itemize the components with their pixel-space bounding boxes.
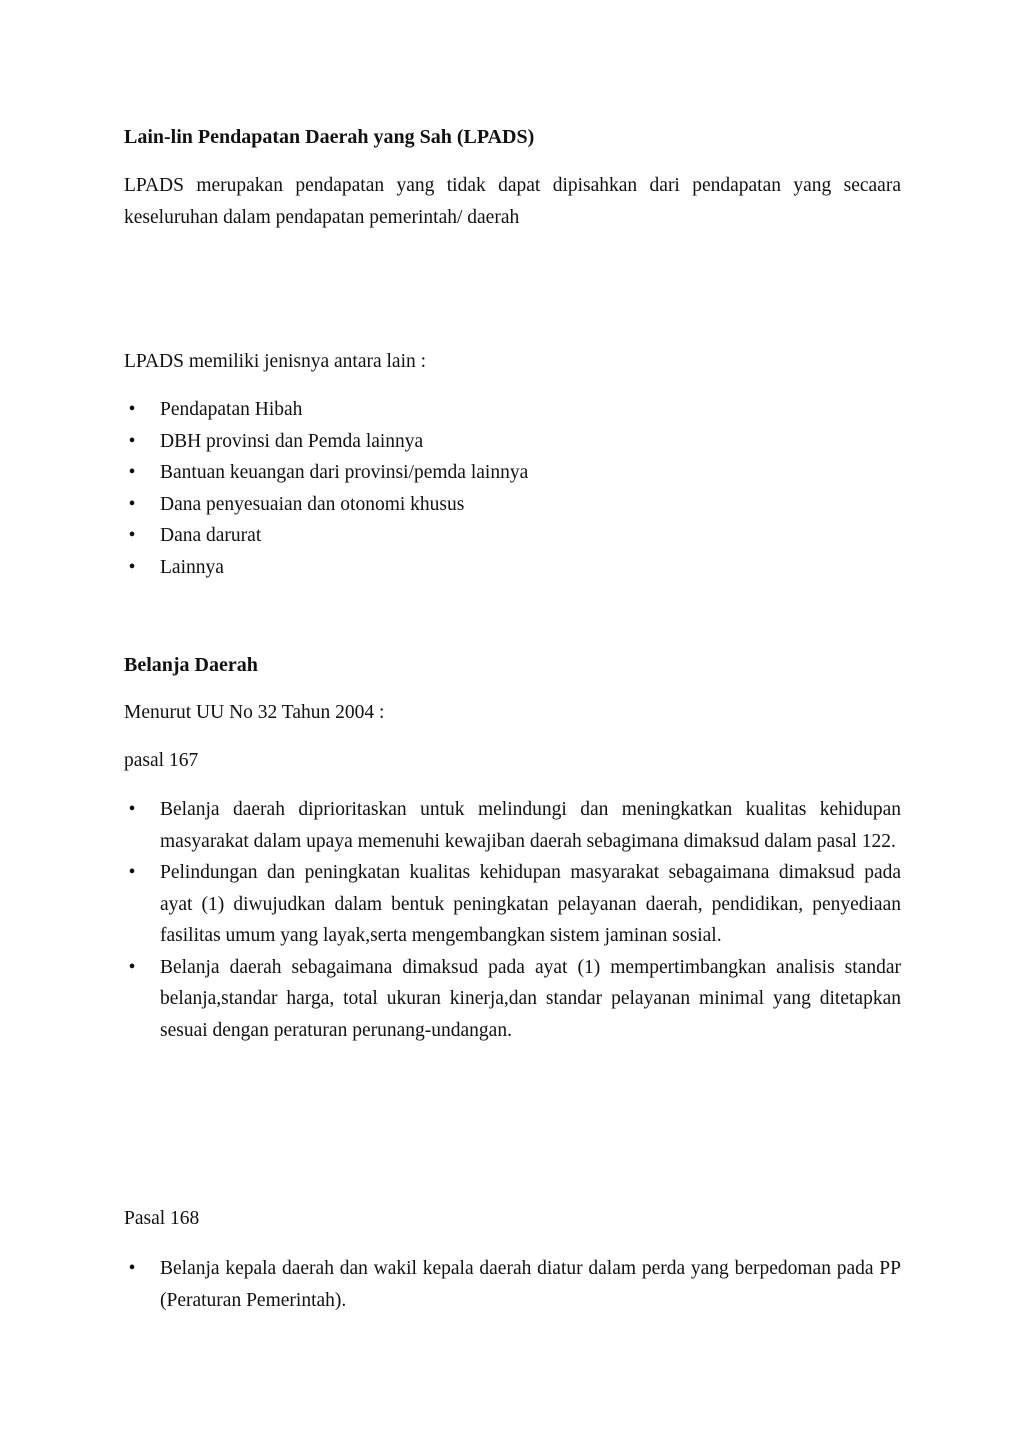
list-item (124, 1253, 901, 1316)
list-item (124, 489, 901, 521)
bullet-icon: • (128, 430, 136, 452)
bullet-icon: • (128, 493, 136, 515)
bullet-icon: • (128, 956, 136, 978)
bullet-icon: • (128, 1258, 136, 1279)
list-item (124, 457, 901, 489)
bullet-icon: • (128, 556, 136, 578)
list-item-text: Dana darurat (160, 525, 262, 546)
lpads-types-intro: LPADS memiliki jenisnya antara lain : (124, 351, 427, 372)
list-item (124, 794, 901, 857)
lpads-paragraph: LPADS merupakan pendapatan yang tidak dapat dipisahkan dari pendapatan yang secaara keseluruhan dalam pendapatan pemerintah/ daerah (124, 175, 901, 228)
list-item-text: Dana penyesuaian dan otonomi khusus (160, 493, 465, 515)
bullet-icon: • (128, 862, 136, 883)
list-item (124, 552, 901, 584)
section-heading-belanja: Belanja Daerah (124, 654, 258, 676)
list-item-text: Bantuan keuangan dari provinsi/pemda lainnya (160, 462, 529, 483)
pasal-167-label: pasal 167 (124, 750, 199, 771)
list-item (124, 394, 901, 426)
list-item-text: Belanja daerah diprioritaskan untuk melindungi dan meningkatkan kualitas kehidupan masyarakat dalam upaya memenuhi kewajiban daerah sebagimana dimaksud dalam pasal 122. (160, 799, 901, 852)
lpads-types-list (124, 394, 901, 583)
bullet-icon: • (128, 399, 136, 420)
list-item-text: Belanja daerah sebagaimana dimaksud pada ayat (1) mempertimbangkan analisis standar belanja,standar harga, total ukuran kinerja,dan standar pelayanan minimal yang ditetapkan sesuai dengan peraturan perunang-undangan. (160, 956, 901, 1041)
list-item-text: Pendapatan Hibah (160, 399, 303, 420)
section-heading-lpads: Lain-lin Pendapatan Daerah yang Sah (LPADS) (124, 126, 535, 148)
pasal-168-label: Pasal 168 (124, 1208, 200, 1229)
list-item-text: Belanja kepala daerah dan wakil kepala daerah diatur dalam perda yang berpedoman pada PP (Peraturan Pemerintah). (160, 1258, 901, 1311)
bullet-icon: • (128, 525, 136, 546)
list-item-text: Lainnya (160, 556, 224, 578)
list-item (124, 952, 901, 1047)
pasal-167-list (124, 794, 901, 1046)
list-item-text: DBH provinsi dan Pemda lainnya (160, 430, 424, 452)
list-item (124, 520, 901, 552)
list-item (124, 857, 901, 952)
law-reference: Menurut UU No 32 Tahun 2004 : (124, 702, 385, 723)
list-item-text: Pelindungan dan peningkatan kualitas kehidupan masyarakat sebagaimana dimaksud pada ayat (1) diwujudkan dalam bentuk peningkatan pelayanan daerah, pendidikan, penyediaan fasilitas umum yang layak,serta mengembangkan sistem jaminan sosial. (160, 862, 901, 946)
bullet-icon: • (128, 799, 136, 820)
bullet-icon: • (128, 462, 136, 483)
pasal-168-list (124, 1253, 901, 1316)
list-item (124, 426, 901, 458)
